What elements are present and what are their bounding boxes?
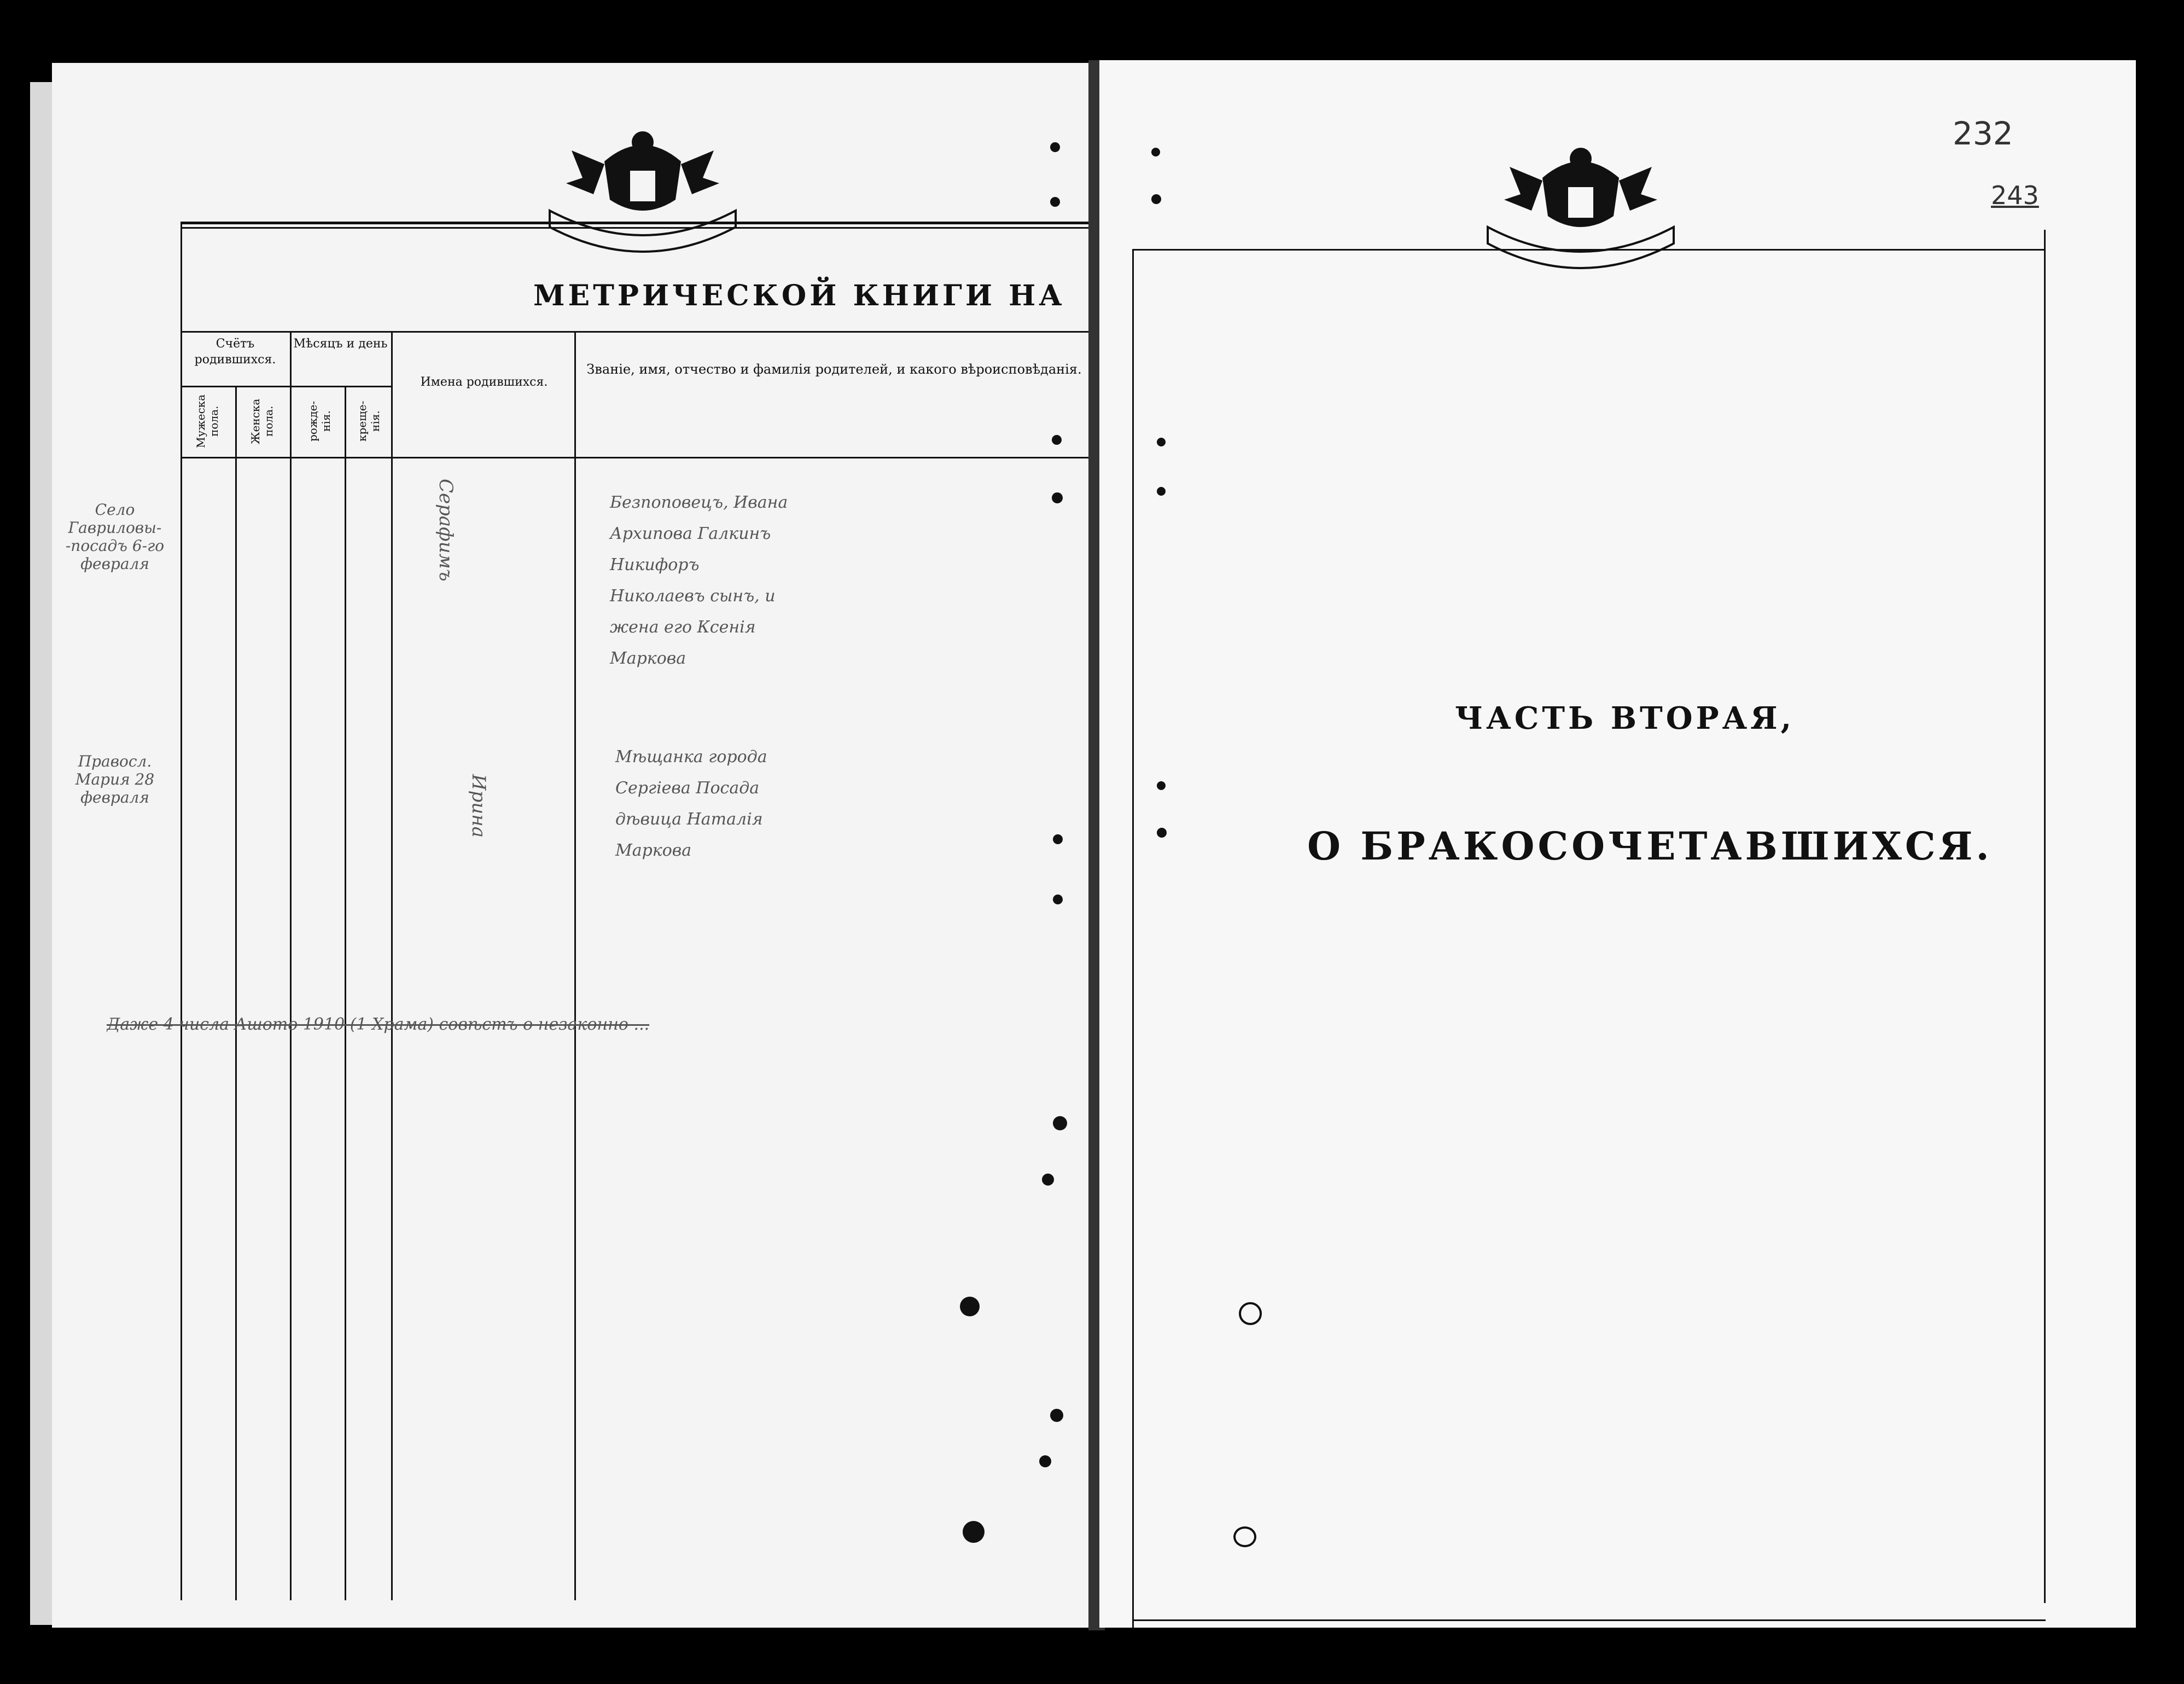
- header-born: рожде-нія.: [306, 400, 333, 442]
- binding-hole: [1151, 194, 1161, 204]
- col-divider-1: [235, 386, 237, 1600]
- header-parents: Званіе, имя, отчество и фамилія родителей, и какого вѣроисповѣданія.: [586, 362, 1082, 377]
- page-number: 243: [1991, 181, 2039, 210]
- binding-hole: [1050, 1409, 1063, 1422]
- table-top-line: [180, 331, 1099, 333]
- entry-2-parents: Мѣщанка города Сергіева Посада дѣвица Наталія Маркова: [615, 747, 767, 860]
- frame-top-border: [1132, 249, 2046, 251]
- header-month-day: Мѣсяцъ и день: [293, 337, 388, 351]
- header-male: Мужеска пола.: [194, 394, 220, 449]
- frame-bottom-border: [1132, 1619, 2046, 1621]
- binding-hole: [1157, 781, 1166, 790]
- left-page: [52, 63, 1105, 1628]
- col-divider-4: [391, 331, 393, 1600]
- binding-hole: [1042, 1174, 1054, 1186]
- binding-hole: [1053, 895, 1063, 904]
- page-stack-edge: [30, 82, 55, 1625]
- subheader-line-1: [180, 386, 290, 387]
- header-names: Имена родившихся.: [420, 375, 548, 389]
- header-baptized: креще-нія.: [356, 400, 382, 442]
- binding-hole: [960, 1297, 980, 1316]
- binding-hole: [963, 1521, 985, 1543]
- part-title: ЧАСТЬ ВТОРАЯ,: [1455, 700, 1795, 736]
- col-divider-5: [574, 331, 576, 1600]
- binding-hole: [1050, 142, 1060, 152]
- binding-hole: [1157, 438, 1166, 446]
- binding-hole: [1157, 487, 1166, 496]
- table-left-border: [180, 222, 182, 1600]
- crossed-out-line: Даже 4 числа Ашото 1910 (1 Храма) совѣстъ о незаконно ...: [107, 1015, 650, 1034]
- binding-hole: [1151, 148, 1160, 156]
- entry-1-margin-note: Село Гавриловы- -посадъ 6-го февраля: [65, 501, 165, 573]
- subheader-line-2: [290, 386, 391, 387]
- binding-hole: [1053, 834, 1063, 844]
- col-divider-2: [290, 331, 292, 1600]
- frame-right-border: [2044, 230, 2046, 1603]
- entry-2-margin-note: Правосл. Мария 28 февраля: [75, 752, 155, 806]
- header-female: Женска пола.: [249, 398, 275, 444]
- binding-hole: [1157, 828, 1167, 838]
- top-rule: [180, 222, 1099, 224]
- binding-hole: [1052, 435, 1062, 445]
- binding-hole: [1050, 197, 1060, 207]
- binding-hole: [1053, 1116, 1067, 1130]
- binding-ring: [1233, 1526, 1256, 1547]
- top-rule-inner: [180, 227, 1099, 229]
- part-subtitle: О БРАКОСОЧЕТАВШИХСЯ.: [1307, 823, 1993, 869]
- binding-ring: [1239, 1302, 1262, 1325]
- col-divider-3: [345, 386, 346, 1600]
- header-bottom-line: [180, 457, 1099, 458]
- header-count: Счётъ родившихся.: [194, 337, 276, 367]
- binding-hole: [1052, 492, 1063, 503]
- right-page: [1099, 60, 2136, 1628]
- page-title: МЕТРИЧЕСКОЙ КНИГИ НА: [533, 279, 1065, 312]
- entry-1-name: Серафимъ: [435, 479, 457, 582]
- entry-1-parents: Безпоповецъ, Ивана Архипова Галкинъ Никифоръ Николаевъ сынъ, и жена его Ксенія Маркова: [610, 493, 788, 668]
- frame-left-border: [1132, 249, 1134, 1628]
- page-number-pencil: 232: [1953, 115, 2013, 152]
- entry-2-name: Ирина: [468, 774, 490, 838]
- binding-hole: [1039, 1455, 1051, 1467]
- imperial-eagle-emblem-left: [539, 118, 747, 254]
